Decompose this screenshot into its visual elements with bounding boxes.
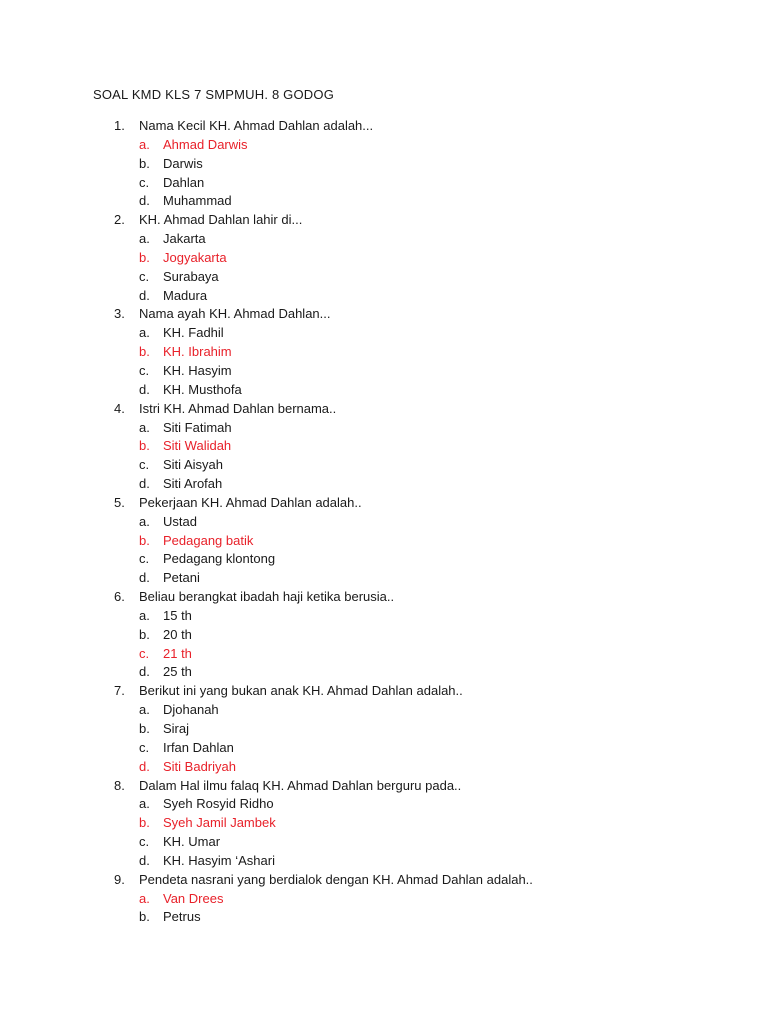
option-letter: c. [139, 268, 150, 284]
document-title: SOAL KMD KLS 7 SMPMUH. 8 GODOG [93, 87, 335, 102]
option-letter: a. [139, 325, 150, 341]
option-text: 25 th [163, 664, 192, 680]
question-number: 7. [114, 683, 125, 699]
option-text: Petrus [163, 909, 201, 925]
option-letter: d. [139, 758, 150, 774]
option-text: KH. Hasyim ‘Ashari [163, 852, 275, 868]
option-letter: a. [139, 513, 150, 529]
question-line [0, 305, 768, 324]
option-text: Jakarta [163, 231, 206, 247]
option-letter: c. [139, 645, 150, 661]
option-text: Siti Arofah [163, 476, 223, 492]
option-text: KH. Ibrahim [163, 344, 232, 360]
option-text: Surabaya [163, 268, 219, 284]
option-text: Ustad [163, 513, 197, 529]
option-text: Syeh Rosyid Ridho [163, 796, 274, 812]
answer-option [0, 268, 768, 287]
question-text: Istri KH. Ahmad Dahlan bernama.. [139, 400, 337, 416]
option-text: Petani [163, 570, 200, 586]
question-item [0, 588, 768, 682]
question-text: Dalam Hal ilmu falaq KH. Ahmad Dahlan berguru pada.. [139, 777, 462, 793]
option-letter: c. [139, 739, 150, 755]
option-letter: c. [139, 174, 150, 190]
answer-option-correct [0, 890, 768, 909]
answer-option [0, 720, 768, 739]
answer-option [0, 795, 768, 814]
option-text: KH. Umar [163, 834, 221, 850]
option-letter: b. [139, 344, 150, 360]
answer-option-correct [0, 758, 768, 777]
option-text: Irfan Dahlan [163, 739, 234, 755]
question-line [0, 117, 768, 136]
answer-option [0, 739, 768, 758]
option-text: Siraj [163, 721, 190, 736]
option-letter: b. [139, 909, 150, 925]
option-letter: a. [139, 890, 150, 906]
option-text: Syeh Jamil Jambek [163, 815, 276, 831]
option-text: 15 th [163, 607, 192, 623]
option-letter: b. [139, 532, 150, 548]
question-line [0, 211, 768, 230]
option-text: Siti Fatimah [163, 419, 232, 435]
option-letter: a. [139, 136, 150, 152]
option-text: Van Drees [163, 890, 224, 906]
question-item [0, 117, 768, 211]
question-number: 4. [114, 400, 125, 416]
question-item [0, 777, 768, 871]
option-letter: b. [139, 815, 150, 831]
question-number: 6. [114, 589, 125, 605]
option-letter: a. [139, 796, 150, 812]
question-item [0, 871, 768, 928]
answer-option [0, 192, 768, 211]
question-line [0, 871, 768, 890]
question-text: KH. Ahmad Dahlan lahir di... [139, 212, 303, 228]
answer-option [0, 419, 768, 438]
answer-option-correct [0, 343, 768, 362]
option-text: Darwis [163, 155, 203, 171]
answer-option [0, 287, 768, 306]
option-text: Djohanah [163, 702, 219, 718]
answer-option [0, 607, 768, 626]
answer-option [0, 381, 768, 400]
option-letter: b. [139, 155, 150, 171]
answer-option [0, 550, 768, 569]
question-number: 5. [114, 494, 125, 510]
answer-option-correct [0, 814, 768, 833]
option-text: Siti Walidah [163, 438, 232, 454]
option-letter: d. [139, 287, 150, 303]
option-text: 21 th [163, 645, 192, 661]
question-number: 2. [114, 212, 125, 228]
question-line [0, 588, 768, 607]
question-text: Beliau berangkat ibadah haji ketika berusia.. [139, 589, 395, 605]
answer-option [0, 230, 768, 249]
question-line [0, 682, 768, 701]
option-letter: b. [139, 249, 150, 265]
question-list [0, 117, 768, 927]
answer-option [0, 475, 768, 494]
option-letter: d. [139, 570, 150, 586]
question-text: Nama Kecil KH. Ahmad Dahlan adalah... [139, 118, 374, 133]
option-letter: b. [139, 721, 150, 736]
question-text: Berikut ini yang bukan anak KH. Ahmad Dahlan adalah.. [139, 683, 463, 699]
option-text: Ahmad Darwis [163, 136, 248, 152]
option-text: 20 th [163, 626, 192, 642]
option-text: Siti Aisyah [163, 457, 223, 473]
answer-option [0, 174, 768, 193]
question-number: 1. [114, 118, 125, 133]
question-text: Pendeta nasrani yang berdialok dengan KH. Ahmad Dahlan adalah.. [139, 871, 533, 887]
answer-option [0, 908, 768, 927]
option-text: KH. Fadhil [163, 325, 224, 341]
option-letter: d. [139, 476, 150, 492]
option-letter: a. [139, 419, 150, 435]
question-item [0, 211, 768, 305]
question-text: Pekerjaan KH. Ahmad Dahlan adalah.. [139, 494, 362, 510]
answer-option [0, 663, 768, 682]
option-letter: c. [139, 362, 150, 378]
option-text: Pedagang klontong [163, 551, 276, 567]
option-text: Dahlan [163, 174, 205, 190]
answer-option [0, 155, 768, 174]
option-letter: d. [139, 664, 150, 680]
question-number: 9. [114, 871, 125, 887]
answer-option-correct [0, 645, 768, 664]
option-letter: c. [139, 457, 150, 473]
answer-option [0, 701, 768, 720]
question-line [0, 400, 768, 419]
option-text: Madura [163, 287, 208, 303]
option-text: Muhammad [163, 193, 232, 209]
answer-option [0, 626, 768, 645]
answer-option-correct [0, 532, 768, 551]
question-number: 3. [114, 306, 125, 322]
question-item [0, 305, 768, 399]
answer-option [0, 833, 768, 852]
answer-option [0, 456, 768, 475]
answer-option [0, 852, 768, 871]
option-letter: a. [139, 702, 150, 718]
answer-option [0, 324, 768, 343]
answer-option [0, 513, 768, 532]
question-item [0, 400, 768, 494]
option-letter: a. [139, 231, 150, 247]
option-text: Pedagang batik [163, 532, 254, 548]
option-letter: b. [139, 626, 150, 642]
question-text: Nama ayah KH. Ahmad Dahlan... [139, 306, 331, 322]
option-letter: b. [139, 438, 150, 454]
option-letter: c. [139, 551, 150, 567]
answer-option [0, 362, 768, 381]
option-letter: a. [139, 607, 150, 623]
question-line [0, 777, 768, 796]
answer-option-correct [0, 136, 768, 155]
answer-option-correct [0, 249, 768, 268]
question-line [0, 494, 768, 513]
option-letter: d. [139, 852, 150, 868]
question-item [0, 682, 768, 776]
option-text: Siti Badriyah [163, 758, 236, 774]
option-letter: d. [139, 381, 150, 397]
answer-option-correct [0, 437, 768, 456]
answer-option [0, 569, 768, 588]
question-number: 8. [114, 777, 125, 793]
option-text: KH. Musthofa [163, 381, 242, 397]
question-item [0, 494, 768, 588]
option-text: Jogyakarta [163, 249, 227, 265]
option-letter: d. [139, 193, 150, 209]
option-text: KH. Hasyim [163, 362, 232, 378]
option-letter: c. [139, 834, 150, 850]
